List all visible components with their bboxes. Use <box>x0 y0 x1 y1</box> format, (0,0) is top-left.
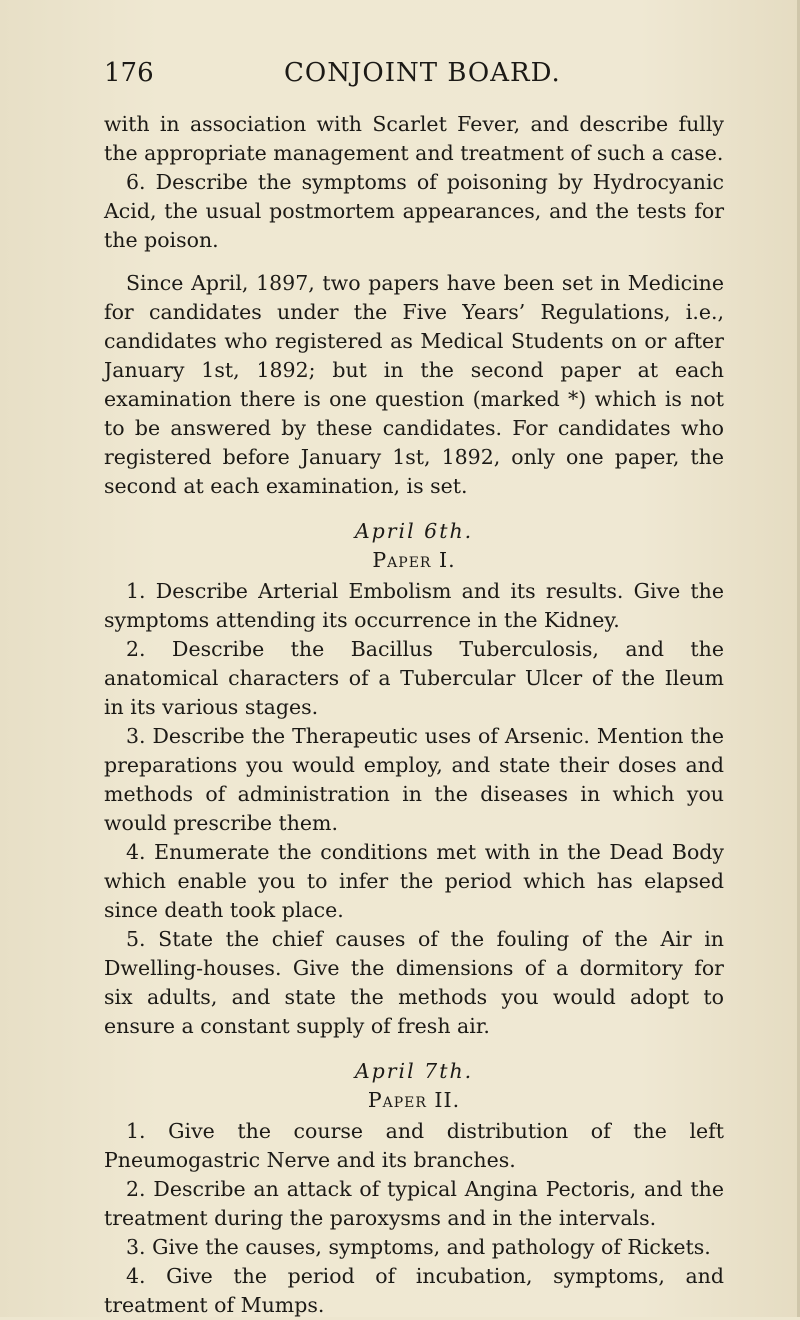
paper-1-question-2: 2. Describe the Bacillus Tuberculosis, and the anatomical characters of a Tubercular Ulcer of the Ileum in its various stages. <box>104 637 724 719</box>
paper-1-question-5: 5. State the chief causes of the fouling of the Air in Dwelling-houses. Give the dimensions of a dormitory for six adults, and state the methods you would adopt to ensure a constant supply of fresh air. <box>104 927 724 1038</box>
paper-2-question-2: 2. Describe an attack of typical Angina Pectoris, and the treatment during the paroxysms and in the intervals. <box>104 1177 724 1230</box>
continuation-paragraph: with in association with Scarlet Fever, and describe fully the appropriate management and treatment of such a case. <box>104 112 724 165</box>
paper-title-2: Paper II. <box>367 1088 461 1112</box>
page-body <box>104 110 724 1320</box>
paper-2-question-1: 1. Give the course and distribution of the left Pneumogastric Nerve and its branches. <box>104 1119 724 1172</box>
page-number: 176 <box>104 58 154 88</box>
paper-1-question-4: 4. Enumerate the conditions met with in the Dead Body which enable you to infer the period which has elapsed since death took place. <box>104 840 724 922</box>
paper-title-1: Paper I. <box>372 548 456 572</box>
paper-2-question-3: 3. Give the causes, symptoms, and pathology of Rickets. <box>126 1235 711 1259</box>
section-date-april-7: April 7th. <box>354 1059 474 1083</box>
paper-1-question-3: 3. Describe the Therapeutic uses of Arsenic. Mention the preparations you would employ, and state their doses and methods of administration in the diseases in which you would prescribe them. <box>104 724 724 835</box>
running-head: CONJOINT BOARD. <box>284 58 561 88</box>
regulations-note: Since April, 1897, two papers have been set in Medicine for candidates under the Five Years’ Regulations, i.e., candidates who registered as Medical Students on or after January 1st, 1892; but in the second paper at each examination there is one question (marked *) which is not to be answered by these candidates. For candidates who registered before January 1st, 1892, only one paper, the second at each examination, is set. <box>104 271 724 498</box>
page-header <box>104 58 704 98</box>
paper-1-question-1: 1. Describe Arterial Embolism and its results. Give the symptoms attending its occurrence in the Kidney. <box>104 579 724 632</box>
question-6: 6. Describe the symptoms of poisoning by Hydrocyanic Acid, the usual postmortem appearances, and the tests for the poison. <box>104 170 724 252</box>
paper-2-question-4: 4. Give the period of incubation, symptoms, and treatment of Mumps. <box>104 1264 724 1317</box>
section-date-april-6: April 6th. <box>354 519 474 543</box>
